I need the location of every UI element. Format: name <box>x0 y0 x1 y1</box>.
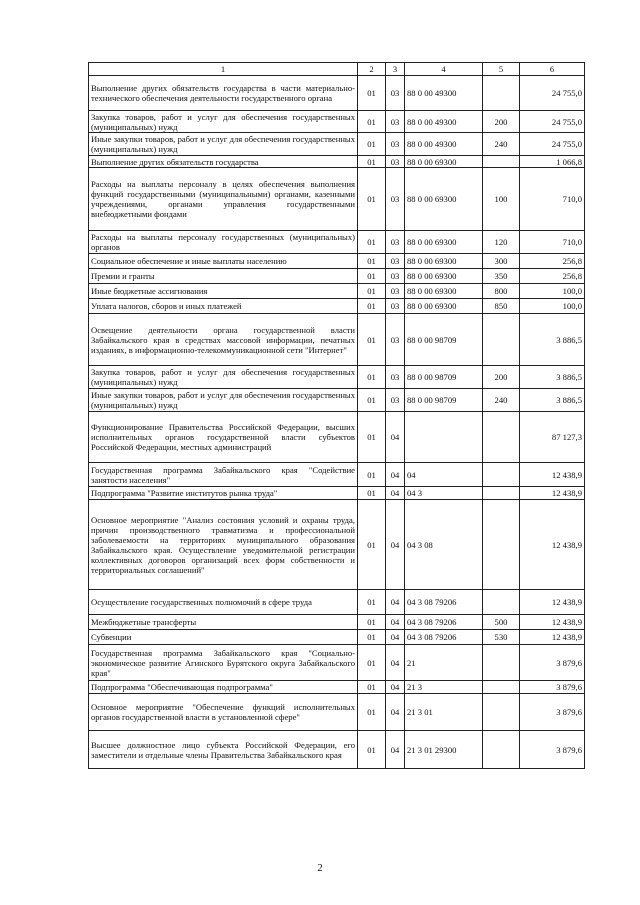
section-code-cell: 01 <box>358 731 386 769</box>
page-number: 2 <box>317 862 323 874</box>
table-row <box>89 284 585 299</box>
target-article-cell: 21 3 <box>405 681 483 694</box>
section-code-cell: 01 <box>358 231 386 254</box>
subsection-code-cell: 04 <box>386 645 405 681</box>
amount-cell: 256,8 <box>520 269 585 284</box>
table-row <box>89 168 585 231</box>
expense-type-cell: 100 <box>483 168 520 231</box>
table-row <box>89 681 585 694</box>
header-cell: 1 <box>89 63 358 76</box>
expense-type-cell <box>483 412 520 463</box>
subsection-code-cell: 03 <box>386 314 405 366</box>
table-row <box>89 366 585 389</box>
row-name-cell: Закупка товаров, работ и услуг для обеспечения государственных (муниципальных) нужд <box>89 366 358 389</box>
section-code-cell: 01 <box>358 615 386 630</box>
table-row <box>89 156 585 168</box>
table-row <box>89 269 585 284</box>
section-code-cell: 01 <box>358 681 386 694</box>
section-code-cell: 01 <box>358 76 386 111</box>
target-article-cell: 88 0 00 69300 <box>405 299 483 314</box>
row-name-cell: Межбюджетные трансферты <box>89 615 358 630</box>
expense-type-cell <box>483 681 520 694</box>
table-row <box>89 389 585 412</box>
amount-cell: 87 127,3 <box>520 412 585 463</box>
header-cell: 6 <box>520 63 585 76</box>
amount-cell: 3 879,6 <box>520 681 585 694</box>
subsection-code-cell: 03 <box>386 168 405 231</box>
expense-type-cell: 850 <box>483 299 520 314</box>
row-name-cell: Закупка товаров, работ и услуг для обеспечения государственных (муниципальных) нужд <box>89 111 358 133</box>
header-cell: 5 <box>483 63 520 76</box>
row-name-cell: Государственная программа Забайкальского края "Социально-экономическое развитие Агинского Бурятского округа Забайкальского края" <box>89 645 358 681</box>
subsection-code-cell: 03 <box>386 269 405 284</box>
expense-type-cell: 200 <box>483 366 520 389</box>
amount-cell: 24 755,0 <box>520 76 585 111</box>
expense-type-cell <box>483 731 520 769</box>
target-article-cell: 88 0 00 69300 <box>405 254 483 269</box>
section-code-cell: 01 <box>358 630 386 645</box>
expense-type-cell <box>483 314 520 366</box>
subsection-code-cell: 03 <box>386 389 405 412</box>
expense-type-cell: 800 <box>483 284 520 299</box>
amount-cell: 3 886,5 <box>520 314 585 366</box>
target-article-cell: 21 3 01 29300 <box>405 731 483 769</box>
expense-type-cell: 530 <box>483 630 520 645</box>
amount-cell: 12 438,9 <box>520 487 585 500</box>
header-cell: 4 <box>405 63 483 76</box>
row-name-cell: Иные бюджетные ассигнования <box>89 284 358 299</box>
expense-type-cell: 500 <box>483 615 520 630</box>
amount-cell: 12 438,9 <box>520 630 585 645</box>
amount-cell: 12 438,9 <box>520 615 585 630</box>
table-row <box>89 76 585 111</box>
amount-cell: 3 879,6 <box>520 645 585 681</box>
expense-type-cell <box>483 156 520 168</box>
subsection-code-cell: 03 <box>386 254 405 269</box>
table-row <box>89 254 585 269</box>
section-code-cell: 01 <box>358 299 386 314</box>
table-row <box>89 463 585 487</box>
target-article-cell: 04 <box>405 463 483 487</box>
row-name-cell: Выполнение других обязательств государства в части материально-технического обеспечения деятельности государственного органа <box>89 76 358 111</box>
table-row <box>89 630 585 645</box>
subsection-code-cell: 04 <box>386 500 405 590</box>
amount-cell: 256,8 <box>520 254 585 269</box>
subsection-code-cell: 03 <box>386 111 405 133</box>
amount-cell: 12 438,9 <box>520 500 585 590</box>
subsection-code-cell: 03 <box>386 76 405 111</box>
table-row <box>89 231 585 254</box>
row-name-cell: Социальное обеспечение и иные выплаты населению <box>89 254 358 269</box>
section-code-cell: 01 <box>358 254 386 269</box>
expense-type-cell <box>483 590 520 615</box>
target-article-cell: 88 0 00 49300 <box>405 76 483 111</box>
table-row <box>89 645 585 681</box>
expense-type-cell: 350 <box>483 269 520 284</box>
row-name-cell: Подпрограмма "Развитие институтов рынка труда" <box>89 487 358 500</box>
row-name-cell: Расходы на выплаты персоналу государственных (муниципальных) органов <box>89 231 358 254</box>
row-name-cell: Иные закупки товаров, работ и услуг для обеспечения государственных (муниципальных) нужд <box>89 133 358 156</box>
amount-cell: 12 438,9 <box>520 463 585 487</box>
amount-cell: 3 879,6 <box>520 731 585 769</box>
row-name-cell: Государственная программа Забайкальского края "Содействие занятости населения" <box>89 463 358 487</box>
expense-type-cell <box>483 694 520 731</box>
target-article-cell: 88 0 00 69300 <box>405 231 483 254</box>
expense-type-cell <box>483 487 520 500</box>
row-name-cell: Осуществление государственных полномочий в сфере труда <box>89 590 358 615</box>
target-article-cell: 88 0 00 98709 <box>405 314 483 366</box>
subsection-code-cell: 03 <box>386 366 405 389</box>
expense-type-cell <box>483 645 520 681</box>
section-code-cell: 01 <box>358 269 386 284</box>
target-article-cell: 88 0 00 69300 <box>405 269 483 284</box>
expense-type-cell: 300 <box>483 254 520 269</box>
table-header-row <box>89 63 585 76</box>
target-article-cell: 04 3 <box>405 487 483 500</box>
amount-cell: 3 886,5 <box>520 389 585 412</box>
target-article-cell: 88 0 00 69300 <box>405 284 483 299</box>
subsection-code-cell: 03 <box>386 133 405 156</box>
subsection-code-cell: 03 <box>386 231 405 254</box>
table-row <box>89 500 585 590</box>
expense-type-cell <box>483 500 520 590</box>
section-code-cell: 01 <box>358 412 386 463</box>
amount-cell: 710,0 <box>520 168 585 231</box>
table-row <box>89 590 585 615</box>
section-code-cell: 01 <box>358 463 386 487</box>
expense-type-cell <box>483 76 520 111</box>
target-article-cell: 88 0 00 98709 <box>405 389 483 412</box>
target-article-cell: 04 3 08 79206 <box>405 615 483 630</box>
target-article-cell: 21 <box>405 645 483 681</box>
budget-table-body <box>89 63 585 769</box>
header-cell: 3 <box>386 63 405 76</box>
amount-cell: 12 438,9 <box>520 590 585 615</box>
row-name-cell: Расходы на выплаты персоналу в целях обеспечения выполнения функций государственными (муниципальными) органами, казенными учреждениями, органами управления государственными внебюджетными фондами <box>89 168 358 231</box>
table-row <box>89 133 585 156</box>
section-code-cell: 01 <box>358 366 386 389</box>
amount-cell: 100,0 <box>520 284 585 299</box>
row-name-cell: Выполнение других обязательств государства <box>89 156 358 168</box>
row-name-cell: Освещение деятельности органа государственной власти Забайкальского края в средствах массовой информации, печатных изданиях, в информационно-телекоммуникационной сети "Интернет" <box>89 314 358 366</box>
row-name-cell: Основное мероприятие "Обеспечение функций исполнительных органов государственной власти в установленной сфере" <box>89 694 358 731</box>
expense-type-cell: 240 <box>483 133 520 156</box>
row-name-cell: Субвенции <box>89 630 358 645</box>
subsection-code-cell: 03 <box>386 299 405 314</box>
expense-type-cell: 200 <box>483 111 520 133</box>
section-code-cell: 01 <box>358 487 386 500</box>
target-article-cell: 21 3 01 <box>405 694 483 731</box>
section-code-cell: 01 <box>358 168 386 231</box>
subsection-code-cell: 04 <box>386 694 405 731</box>
amount-cell: 24 755,0 <box>520 133 585 156</box>
table-row <box>89 299 585 314</box>
section-code-cell: 01 <box>358 133 386 156</box>
header-cell: 2 <box>358 63 386 76</box>
table-row <box>89 314 585 366</box>
target-article-cell: 04 3 08 79206 <box>405 590 483 615</box>
amount-cell: 100,0 <box>520 299 585 314</box>
subsection-code-cell: 03 <box>386 284 405 299</box>
section-code-cell: 01 <box>358 590 386 615</box>
subsection-code-cell: 04 <box>386 487 405 500</box>
section-code-cell: 01 <box>358 645 386 681</box>
target-article-cell: 88 0 00 98709 <box>405 366 483 389</box>
target-article-cell: 88 0 00 49300 <box>405 111 483 133</box>
target-article-cell: 88 0 00 69300 <box>405 168 483 231</box>
subsection-code-cell: 04 <box>386 731 405 769</box>
row-name-cell: Подпрограмма "Обеспечивающая подпрограмма" <box>89 681 358 694</box>
expense-type-cell: 120 <box>483 231 520 254</box>
target-article-cell: 88 0 00 69300 <box>405 156 483 168</box>
subsection-code-cell: 04 <box>386 681 405 694</box>
amount-cell: 3 886,5 <box>520 366 585 389</box>
row-name-cell: Высшее должностное лицо субъекта Российской Федерации, его заместители и отдельные члены Правительства Забайкальского края <box>89 731 358 769</box>
amount-cell: 24 755,0 <box>520 111 585 133</box>
subsection-code-cell: 04 <box>386 630 405 645</box>
section-code-cell: 01 <box>358 500 386 590</box>
row-name-cell: Функционирование Правительства Российской Федерации, высших исполнительных органов государственной власти субъектов Российской Федерации, местных администраций <box>89 412 358 463</box>
section-code-cell: 01 <box>358 111 386 133</box>
budget-table <box>88 62 585 769</box>
section-code-cell: 01 <box>358 389 386 412</box>
amount-cell: 3 879,6 <box>520 694 585 731</box>
table-row <box>89 487 585 500</box>
expense-type-cell <box>483 463 520 487</box>
section-code-cell: 01 <box>358 694 386 731</box>
subsection-code-cell: 03 <box>386 156 405 168</box>
target-article-cell: 88 0 00 49300 <box>405 133 483 156</box>
target-article-cell: 04 3 08 <box>405 500 483 590</box>
row-name-cell: Иные закупки товаров, работ и услуг для обеспечения государственных (муниципальных) нужд <box>89 389 358 412</box>
section-code-cell: 01 <box>358 156 386 168</box>
expense-type-cell: 240 <box>483 389 520 412</box>
row-name-cell: Основное мероприятие "Анализ состояния условий и охраны труда, причин производственного травматизма и профессиональной заболеваемости на территориях муниципального образования Забайкальского края. Осуществление уведомительной регистрации коллективных договоров организаций всех форм собственности и территориальных соглашений" <box>89 500 358 590</box>
subsection-code-cell: 04 <box>386 412 405 463</box>
table-row <box>89 412 585 463</box>
subsection-code-cell: 04 <box>386 615 405 630</box>
target-article-cell <box>405 412 483 463</box>
table-row <box>89 111 585 133</box>
table-row <box>89 694 585 731</box>
subsection-code-cell: 04 <box>386 463 405 487</box>
section-code-cell: 01 <box>358 314 386 366</box>
table-row <box>89 731 585 769</box>
subsection-code-cell: 04 <box>386 590 405 615</box>
row-name-cell: Уплата налогов, сборов и иных платежей <box>89 299 358 314</box>
amount-cell: 1 066,8 <box>520 156 585 168</box>
table-row <box>89 615 585 630</box>
amount-cell: 710,0 <box>520 231 585 254</box>
section-code-cell: 01 <box>358 284 386 299</box>
row-name-cell: Премии и гранты <box>89 269 358 284</box>
target-article-cell: 04 3 08 79206 <box>405 630 483 645</box>
